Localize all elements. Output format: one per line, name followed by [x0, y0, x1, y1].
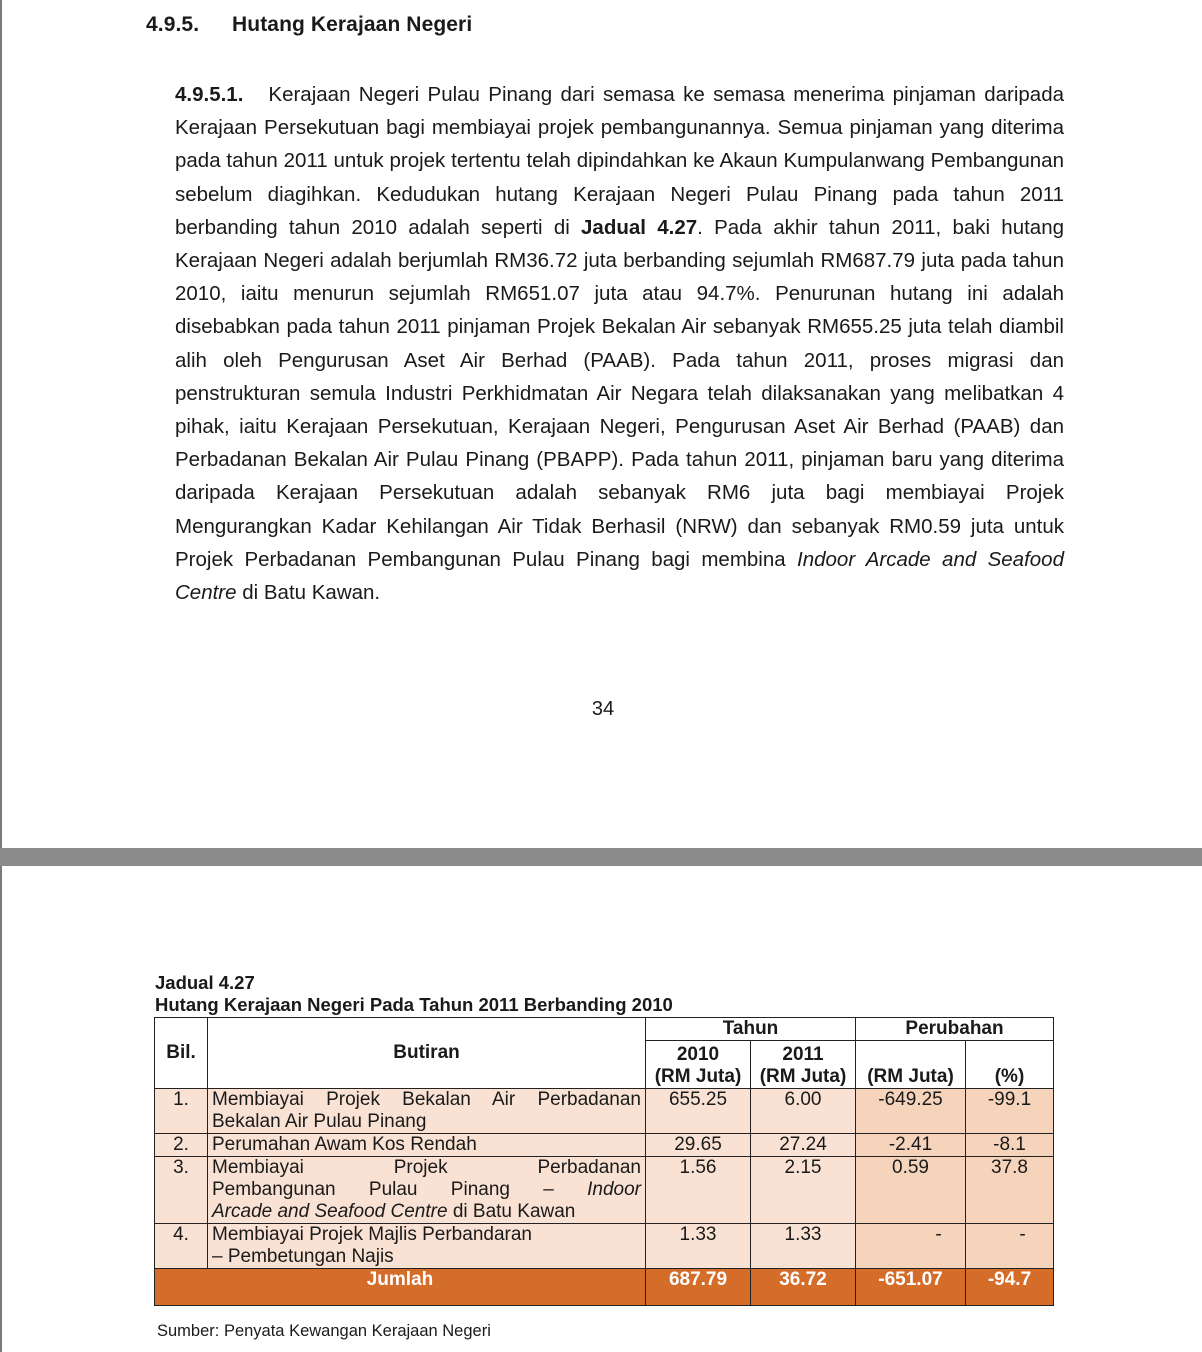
table-caption	[155, 972, 673, 1016]
row-pct: -8.1	[966, 1134, 1054, 1157]
total-2011: 36.72	[751, 1269, 856, 1306]
table-source: Sumber: Penyata Kewangan Kerajaan Negeri	[157, 1322, 491, 1340]
row-change: -	[856, 1224, 966, 1269]
header-perubahan: Perubahan	[856, 1018, 1054, 1041]
row-change: -2.41	[856, 1134, 966, 1157]
table-row	[155, 1134, 1054, 1157]
row-2011: 1.33	[751, 1224, 856, 1269]
header-2011-unit: (RM Juta)	[759, 1066, 847, 1087]
header-bil: Bil.	[155, 1018, 208, 1089]
total-label: Jumlah	[155, 1269, 646, 1306]
header-tahun: Tahun	[646, 1018, 856, 1041]
header-butiran: Butiran	[208, 1018, 646, 1089]
row-butiran	[208, 1224, 646, 1269]
page-number: 34	[591, 698, 615, 720]
row-2011: 6.00	[751, 1089, 856, 1134]
row-change: 0.59	[856, 1157, 966, 1224]
row-2010: 29.65	[646, 1134, 751, 1157]
row-pct: 37.8	[966, 1157, 1054, 1224]
table-reference: Jadual 4.27	[581, 215, 698, 239]
row-butiran-line: Bekalan Air Pulau Pinang	[212, 1111, 427, 1132]
header-change-pct: (%)	[966, 1041, 1054, 1089]
paragraph-4-9-5-1	[175, 78, 1064, 609]
row-butiran-line	[212, 1201, 641, 1223]
row-butiran-line: Membiayai Projek Perbadanan	[212, 1157, 641, 1178]
header-2010	[646, 1041, 751, 1089]
row-2011: 27.24	[751, 1134, 856, 1157]
paragraph-italic: Indoor Arcade and Seafood Centre	[175, 547, 1064, 605]
row-butiran	[208, 1157, 646, 1224]
paragraph-text-3: di Batu Kawan.	[236, 581, 381, 605]
row-pct: -	[966, 1224, 1054, 1269]
paragraph-number: 4.9.5.1.	[175, 83, 244, 106]
row-butiran-text: di Batu Kawan	[447, 1201, 576, 1222]
total-pct: -94.7	[966, 1269, 1054, 1306]
row-2011: 2.15	[751, 1157, 856, 1224]
header-change-rm: (RM Juta)	[856, 1041, 966, 1089]
row-2010: 655.25	[646, 1089, 751, 1134]
row-butiran: Perumahan Awam Kos Rendah	[208, 1134, 646, 1157]
total-2010: 687.79	[646, 1269, 751, 1306]
table-header-row	[155, 1018, 1054, 1041]
header-2010-unit: (RM Juta)	[654, 1066, 742, 1087]
paragraph-text-2: . Pada akhir tahun 2011, baki hutang Kerajaan Negeri adalah berjumlah RM36.72 juta berbanding sejumlah RM687.79 juta pada tahun 2010, iaitu menurun sejumlah RM651.07 juta atau 94.7%. Penurunan hutang ini adalah disebabkan pada tahun 2011 pinjaman Projek Bekalan Air sebanyak RM655.25 juta telah diambil alih oleh Pengurusan Aset Air Berhad (PAAB). Pada tahun 2011, proses migrasi dan penstrukturan semula Industri Perkhidmatan Air Negara telah dilaksanakan yang melibatkan 4 pihak, iaitu Kerajaan Persekutuan, Kerajaan Negeri, Pengurusan Aset Air Berhad (PAAB) dan Perbadanan Bekalan Air Pulau Pinang (PBAPP). Pada tahun 2011, pinjaman baru yang diterima daripada Kerajaan Persekutuan adalah sebanyak RM6 juta bagi membiayai Projek Mengurangkan Kadar Kehilangan Air Tidak Berhasil (NRW) dan sebanyak RM0.59 juta untuk Projek Perbadanan Pembangunan Pulau Pinang bagi membina	[175, 215, 1064, 571]
row-bil: 3.	[155, 1157, 208, 1224]
row-butiran-line: Membiayai Projek Bekalan Air Perbadanan	[212, 1089, 641, 1110]
table-row	[155, 1224, 1054, 1269]
row-butiran-italic: Arcade and Seafood Centre	[212, 1201, 448, 1222]
row-2010: 1.33	[646, 1224, 751, 1269]
paragraph-text-1: Kerajaan Negeri Pulau Pinang dari semasa ke semasa menerima pinjaman daripada Kerajaan Persekutuan bagi membiayai projek pembangunannya. Semua pinjaman yang diterima pada tahun 2011 untuk projek tertentu telah dipindahkan ke Akaun Kumpulanwang Pembangunan sebelum diagihkan. Kedudukan hutang Kerajaan Negeri Pulau Pinang pada tahun 2011 berbanding tahun 2010 adalah seperti di	[175, 83, 1064, 239]
table-label: Jadual 4.27	[155, 972, 255, 993]
section-number: 4.9.5.	[146, 13, 200, 36]
row-butiran	[208, 1089, 646, 1134]
header-2010-year: 2010	[676, 1044, 720, 1065]
row-2010: 1.56	[646, 1157, 751, 1224]
row-bil: 2.	[155, 1134, 208, 1157]
page-separator	[0, 848, 1202, 866]
row-butiran-line: – Pembetungan Najis	[212, 1246, 394, 1267]
row-pct: -99.1	[966, 1089, 1054, 1134]
total-change: -651.07	[856, 1269, 966, 1306]
row-butiran-text: Pembangunan Pulau Pinang –	[212, 1179, 554, 1200]
row-butiran-line: Membiayai Projek Majlis Perbandaran	[212, 1224, 532, 1245]
row-butiran-italic: Indoor	[587, 1179, 642, 1200]
table-row	[155, 1157, 1054, 1224]
table-total-row	[155, 1269, 1054, 1306]
header-2011-year: 2011	[782, 1044, 824, 1065]
debt-table	[154, 1017, 1054, 1306]
row-bil: 4.	[155, 1224, 208, 1269]
section-heading	[146, 13, 472, 37]
table-title: Hutang Kerajaan Negeri Pada Tahun 2011 Berbanding 2010	[155, 994, 673, 1015]
section-title: Hutang Kerajaan Negeri	[232, 13, 473, 36]
row-change: -649.25	[856, 1089, 966, 1134]
header-2011	[751, 1041, 856, 1089]
table-row	[155, 1089, 1054, 1134]
row-butiran-line	[212, 1179, 641, 1201]
row-bil: 1.	[155, 1089, 208, 1134]
